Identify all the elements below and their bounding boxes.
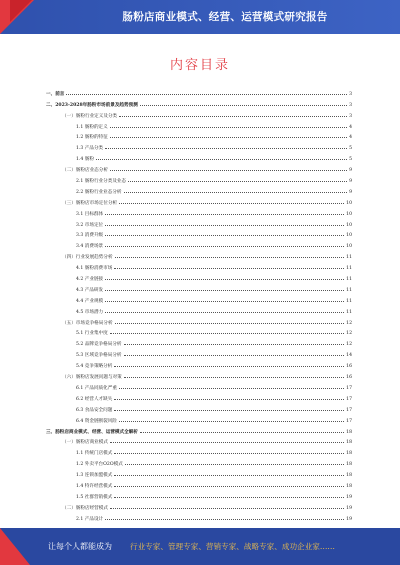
toc-heading: 内容目录 (169, 58, 230, 73)
toc-entry[interactable] (46, 151, 352, 162)
toc-entry-label: （三）肠粉店市场定位分析 (62, 200, 118, 206)
toc-leader-dots (110, 441, 344, 443)
toc-leader-dots (114, 365, 344, 367)
toc-entry-page: 11 (346, 298, 352, 304)
toc-entry[interactable] (46, 391, 352, 402)
toc-leader-dots (110, 507, 344, 509)
toc-entry-page: 10 (346, 200, 352, 206)
toc-entry[interactable] (46, 282, 352, 293)
toc-entry-page: 16 (346, 375, 352, 381)
toc-leader-dots (105, 311, 344, 313)
toc-entry-page: 11 (346, 255, 352, 261)
toc-leader-dots (124, 376, 344, 378)
toc-entry[interactable] (46, 119, 352, 130)
toc-entry-page: 10 (346, 244, 352, 250)
toc-leader-dots (115, 322, 345, 324)
toc-entry-label: 4.4 产业规模 (76, 298, 104, 304)
toc-leader-dots (105, 224, 344, 226)
toc-leader-dots (124, 191, 348, 193)
toc-entry[interactable] (46, 249, 352, 260)
toc-entry-label: 4.3 产品研发 (76, 287, 104, 293)
toc-entry-page: 11 (346, 309, 352, 315)
toc-leader-dots (119, 115, 347, 117)
toc-entry-page: 5 (349, 146, 352, 152)
toc-entry-label: 6.1 产品同质化严重 (76, 385, 117, 391)
toc-entry[interactable] (46, 489, 352, 500)
toc-entry-page: 10 (346, 233, 352, 239)
toc-entry-page: 18 (346, 451, 352, 457)
toc-entry-label: 4.1 肠粉消费市场 (76, 266, 113, 272)
toc-entry-page: 17 (346, 385, 352, 391)
toc-leader-dots (115, 256, 345, 258)
toc-leader-dots (124, 354, 345, 356)
toc-leader-dots (124, 343, 345, 345)
toc-entry-label: 1.3 连锁加盟模式 (76, 473, 113, 479)
toc-entry-page: 11 (346, 287, 352, 293)
toc-entry-page: 19 (346, 494, 352, 500)
toc-leader-dots (110, 169, 347, 171)
toc-entry[interactable] (46, 435, 352, 446)
toc-entry-label: （四）行业发展趋势分析 (62, 255, 113, 261)
toc-entry-page: 9 (349, 168, 352, 174)
toc-leader-dots (110, 126, 347, 128)
toc-entry-label: 3.1 目标群体 (76, 211, 104, 217)
toc-entry-label: （五）市场竞争格局分析 (62, 320, 113, 326)
toc-leader-dots (96, 158, 347, 160)
toc-entry-label: （一）肠粉店商业模式 (62, 440, 108, 446)
toc-entry-label: 二、2023-2028年肠粉市场前景及趋势预测 (46, 102, 138, 108)
toc-entry[interactable] (46, 413, 352, 424)
toc-entry-label: 1.5 社群营销模式 (76, 494, 113, 500)
page-header (0, 0, 400, 34)
toc-leader-dots (110, 332, 344, 334)
toc-entry[interactable] (46, 97, 352, 108)
toc-entry[interactable] (46, 478, 352, 489)
toc-entry[interactable] (46, 293, 352, 304)
toc-entry-page: 18 (346, 440, 352, 446)
toc-entry[interactable] (46, 424, 352, 435)
table-of-contents (46, 86, 352, 522)
toc-entry-label: 6.4 资金链断裂风险 (76, 418, 117, 424)
toc-entry[interactable] (46, 336, 352, 347)
toc-entry-label: 1.1 肠粉的定义 (76, 124, 108, 130)
toc-entry-page: 18 (346, 483, 352, 489)
toc-leader-dots (140, 431, 344, 433)
toc-leader-dots (119, 202, 344, 204)
toc-entry-page: 10 (346, 211, 352, 217)
toc-entry-page: 3 (349, 102, 352, 108)
toc-entry-page: 19 (346, 516, 352, 522)
toc-entry-page: 12 (346, 331, 352, 337)
toc-entry[interactable] (46, 369, 352, 380)
toc-leader-dots (105, 278, 344, 280)
toc-entry[interactable] (46, 217, 352, 228)
toc-leader-dots (114, 474, 344, 476)
toc-entry[interactable] (46, 184, 352, 195)
toc-entry[interactable] (46, 326, 352, 337)
toc-entry-label: 2.1 产品设计 (76, 516, 104, 522)
toc-leader-dots (66, 93, 347, 95)
toc-entry-label: 1.2 外卖平台O2O模式 (76, 462, 123, 468)
toc-leader-dots (105, 289, 344, 291)
toc-entry[interactable] (46, 358, 352, 369)
footer-red-corner (0, 528, 30, 565)
toc-entry-label: 5.2 品牌竞争格局分析 (76, 342, 122, 348)
toc-entry-label: 一、前言 (46, 91, 65, 97)
footer-tagline: 行业专家、管理专家、营销专家、战略专家、成功企业家…… (130, 542, 336, 551)
toc-entry-label: 3.3 消费升级 (76, 233, 104, 239)
toc-entry-page: 18 (346, 462, 352, 468)
toc-entry[interactable] (46, 315, 352, 326)
toc-entry[interactable] (46, 140, 352, 151)
toc-leader-dots (128, 180, 347, 182)
toc-entry-page: 3 (349, 91, 352, 97)
toc-entry[interactable] (46, 228, 352, 239)
toc-entry-label: （二）肠粉店经营模式 (62, 505, 108, 511)
toc-leader-dots (114, 485, 344, 487)
report-title: 肠粉店商业模式、经营、运营模式研究报告 (122, 11, 328, 23)
toc-entry[interactable] (46, 380, 352, 391)
toc-entry-label: 5.1 行业集中度 (76, 331, 108, 337)
toc-entry-label: 1.1 传统门店模式 (76, 451, 113, 457)
header-red-corner-inner (10, 0, 32, 22)
toc-entry[interactable] (46, 130, 352, 141)
toc-entry-page: 19 (346, 505, 352, 511)
toc-entry[interactable] (46, 195, 352, 206)
toc-entry-page: 18 (346, 473, 352, 479)
toc-entry-label: 6.2 经营人才缺失 (76, 396, 113, 402)
toc-leader-dots (105, 518, 344, 520)
toc-entry[interactable] (46, 500, 352, 511)
toc-entry-page: 11 (346, 277, 352, 283)
toc-entry-page: 18 (346, 429, 352, 435)
toc-entry-label: 4.5 市场潜力 (76, 309, 104, 315)
toc-entry[interactable] (46, 304, 352, 315)
toc-entry-label: 1.3 产品分类 (76, 146, 104, 152)
toc-entry[interactable] (46, 467, 352, 478)
toc-entry-label: 1.4 肠粉 (76, 157, 94, 163)
toc-entry-label: （二）肠粉店业态分析 (62, 168, 108, 174)
toc-entry-label: 5.3 区域竞争格局分析 (76, 353, 122, 359)
toc-entry[interactable] (46, 86, 352, 97)
toc-leader-dots (105, 234, 344, 236)
toc-entry-page: 4 (349, 124, 352, 130)
toc-entry[interactable] (46, 173, 352, 184)
toc-entry[interactable] (46, 456, 352, 467)
toc-entry-label: 5.4 竞争策略分析 (76, 364, 113, 370)
toc-leader-dots (140, 104, 347, 106)
toc-entry-page: 17 (346, 407, 352, 413)
toc-leader-dots (105, 147, 347, 149)
toc-entry-label: 3.4 消费场景 (76, 244, 104, 250)
toc-entry-label: 4.2 产业链接 (76, 277, 104, 283)
toc-entry-page: 17 (346, 396, 352, 402)
toc-entry-label: 2.1 肠粉行业分类及业态 (76, 179, 127, 185)
toc-entry[interactable] (46, 445, 352, 456)
toc-leader-dots (125, 463, 344, 465)
toc-leader-dots (114, 398, 344, 400)
toc-entry-label: 1.2 肠粉的特征 (76, 135, 108, 141)
toc-leader-dots (119, 420, 344, 422)
toc-leader-dots (114, 496, 344, 498)
toc-entry[interactable] (46, 206, 352, 217)
toc-leader-dots (105, 300, 344, 302)
toc-entry-page: 9 (349, 189, 352, 195)
toc-entry[interactable] (46, 271, 352, 282)
toc-entry-page: 5 (349, 157, 352, 163)
toc-entry[interactable] (46, 511, 352, 522)
page-footer (0, 528, 400, 565)
toc-leader-dots (114, 267, 344, 269)
toc-entry-label: 三、肠粉店商业模式、经营、运营模式全解析 (46, 429, 138, 435)
toc-entry-label: 6.3 食品安全问题 (76, 407, 113, 413)
toc-entry[interactable] (46, 162, 352, 173)
toc-leader-dots (105, 213, 344, 215)
toc-leader-dots (105, 245, 344, 247)
toc-entry-label: （六）肠粉店发展问题与对策 (62, 375, 122, 381)
toc-entry-label: 2.2 肠粉行业业态分析 (76, 189, 122, 195)
toc-leader-dots (119, 387, 344, 389)
toc-entry[interactable] (46, 402, 352, 413)
footer-slogan: 让每个人都能成为 (48, 542, 112, 551)
toc-entry-page: 3 (349, 113, 352, 119)
toc-leader-dots (114, 409, 344, 411)
toc-entry-label: （一）肠粉行业定义及分类 (62, 113, 118, 119)
toc-entry-label: 1.4 特许经营模式 (76, 483, 113, 489)
toc-entry-page: 17 (346, 418, 352, 424)
toc-entry-page: 4 (349, 135, 352, 141)
toc-entry[interactable] (46, 238, 352, 249)
toc-entry[interactable] (46, 260, 352, 271)
toc-entry-page: 11 (346, 266, 352, 272)
toc-leader-dots (114, 452, 344, 454)
toc-leader-dots (110, 136, 347, 138)
toc-entry[interactable] (46, 108, 352, 119)
toc-entry-label: 3.2 市场定位 (76, 222, 104, 228)
toc-entry[interactable] (46, 347, 352, 358)
toc-entry-page: 12 (346, 320, 352, 326)
toc-entry-page: 9 (349, 179, 352, 185)
toc-entry-page: 10 (346, 222, 352, 228)
toc-entry-page: 12 (346, 342, 352, 348)
toc-entry-page: 16 (346, 364, 352, 370)
toc-entry-page: 14 (346, 353, 352, 359)
